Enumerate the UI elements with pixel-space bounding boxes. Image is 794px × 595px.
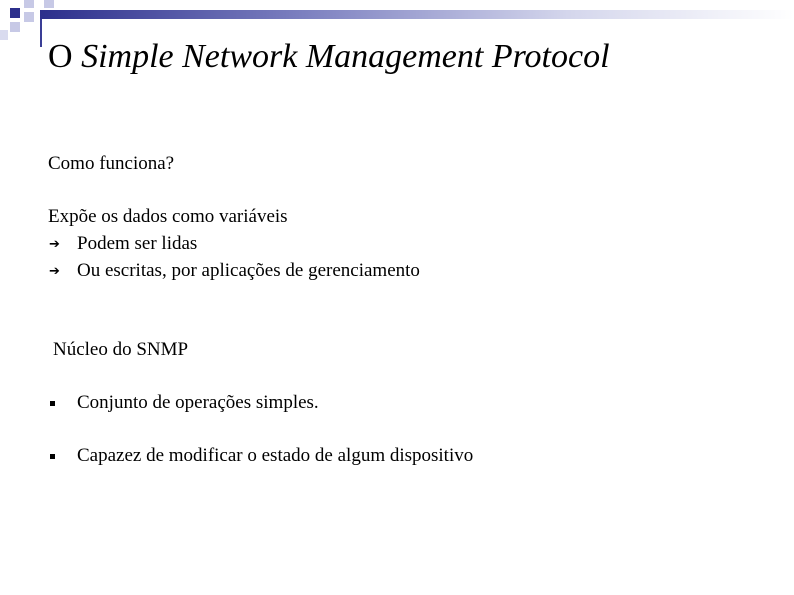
deco-square	[44, 0, 54, 8]
question-heading: Como funciona?	[48, 153, 175, 174]
square-bullet-icon	[50, 454, 55, 459]
title-gradient-bar	[40, 10, 794, 19]
section-heading: Núcleo do SNMP	[53, 339, 189, 360]
deco-square	[0, 30, 8, 40]
square-bullet-icon	[50, 401, 55, 406]
deco-square	[24, 12, 34, 22]
deco-square	[24, 0, 34, 8]
bullet-list-item: Conjunto de operações simples.	[77, 392, 319, 413]
title-plain: O	[48, 38, 82, 75]
arrow-list-item: Podem ser lidas	[77, 233, 198, 254]
bullet-list-item: Capazez de modificar o estado de algum dispositivo	[77, 445, 474, 466]
intro-text: Expõe os dados como variáveis	[48, 206, 288, 227]
slide-title	[48, 38, 610, 76]
arrow-bullet-icon: ➔	[49, 237, 60, 252]
title-vertical-rule	[40, 19, 42, 47]
title-italic: Simple Network Management Protocol	[81, 38, 610, 75]
deco-square	[10, 22, 20, 32]
deco-square	[10, 8, 20, 18]
arrow-list-item: Ou escritas, por aplicações de gerenciamento	[77, 260, 420, 281]
arrow-bullet-icon: ➔	[49, 264, 60, 279]
